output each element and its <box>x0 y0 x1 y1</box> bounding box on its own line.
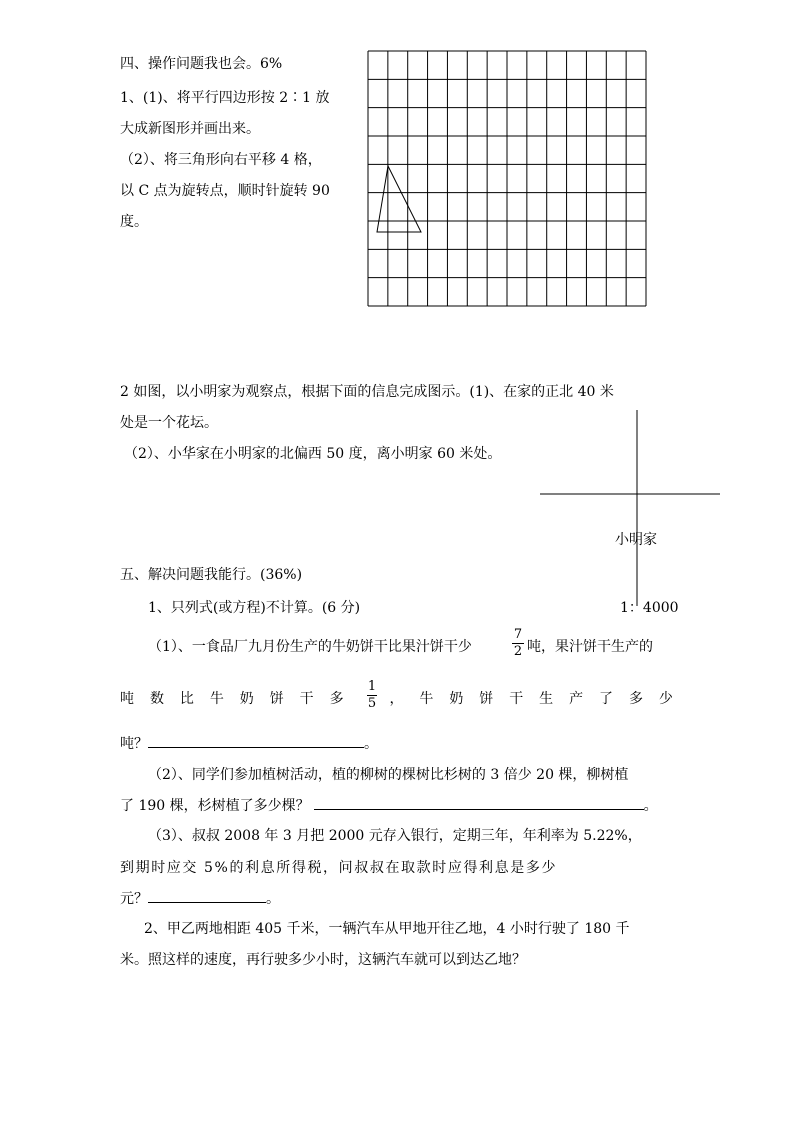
char: 数 <box>149 691 164 707</box>
problem1-line3-text: 吨？ <box>120 736 148 752</box>
problem1-line2 <box>120 688 673 708</box>
problem3-line3 <box>120 888 280 909</box>
problem1-fraction-7-2 <box>512 628 524 659</box>
fraction-denominator: 5 <box>367 696 377 711</box>
char: 少 <box>658 691 673 707</box>
q2-text-line1: 2 如图，以小明家为观察点，根据下面的信息完成图示。(1)、在家的正北 40 米 <box>120 384 614 400</box>
problem1-end: 。 <box>364 736 378 752</box>
char: 吨 <box>120 691 134 707</box>
answer-blank[interactable] <box>148 888 266 903</box>
char: 干 <box>299 691 314 707</box>
q1-text-line3: （2）、将三角形向右平移 4 格， <box>120 152 322 168</box>
answer-blank[interactable] <box>148 733 364 748</box>
q2-text-line3: （2）、小华家在小明家的北偏西 50 度，离小明家 60 米处。 <box>124 446 502 462</box>
problem3-line1: （3）、叔叔 2008 年 3 月把 2000 元存入银行，定期三年，年利率为 5.22%， <box>148 828 642 844</box>
problem1-text-b: 吨，果汁饼干生产的 <box>527 639 653 655</box>
q1-text-line4: 以 C 点为旋转点，顺时针旋转 90 <box>120 183 330 199</box>
char: 多 <box>628 691 643 707</box>
problem2-end: 。 <box>643 798 658 814</box>
char: 生 <box>539 691 554 707</box>
fraction-denominator: 2 <box>513 644 523 659</box>
problem2-line2-text: 了 190 棵，杉树植了多少棵？ <box>120 798 310 814</box>
char: 饼 <box>269 691 284 707</box>
q2-text-line2: 处是一个花坛。 <box>120 415 218 431</box>
q2-word-problem-line1: 2、甲乙两地相距 405 千米，一辆汽车从甲地开往乙地，4 小时行驶了 180 千 <box>144 921 630 937</box>
answer-blank[interactable] <box>314 795 644 810</box>
problem2-line1: （2）、同学们参加植树活动，植的柳树的棵树比杉树的 3 倍少 20 棵，柳树植 <box>148 767 629 783</box>
scale-label: 1：4000 <box>620 600 679 616</box>
char: 产 <box>569 691 584 707</box>
char: 奶 <box>449 691 464 707</box>
problem1-line3 <box>120 733 378 754</box>
problem3-line2: 到期时应交 5%的利息所得税，问叔叔在取款时应得利息是多少 <box>120 860 558 876</box>
char: 了 <box>599 691 613 707</box>
problem3-line3-text: 元？ <box>120 891 148 907</box>
char: 干 <box>509 691 524 707</box>
triangle-shape <box>377 166 421 232</box>
problem3-end: 。 <box>266 891 280 907</box>
fraction-numerator: 7 <box>513 627 523 642</box>
q1-title: 1、只列式(或方程)不计算。(6 分) <box>148 600 361 616</box>
section4-title: 四、操作问题我也会。6% <box>120 56 283 72</box>
problem1-fraction-1-5 <box>367 680 377 711</box>
char: 比 <box>179 691 194 707</box>
home-label: 小明家 <box>615 532 657 548</box>
char: ， <box>389 691 404 707</box>
q1-text-line5: 度。 <box>120 214 148 230</box>
problem1-text-a: （1）、一食品厂九月份生产的牛奶饼干比果汁饼干少 <box>148 639 472 655</box>
q1-text-line1: 1、(1)、将平行四边形按 2∶1 放 <box>120 90 330 106</box>
section5-title: 五、解决问题我能行。(36%) <box>120 567 303 583</box>
char: 奶 <box>239 691 254 707</box>
q1-text-line2: 大成新图形并画出来。 <box>120 121 260 137</box>
drawing-grid <box>368 51 647 307</box>
fraction-numerator: 1 <box>367 679 377 694</box>
q2-word-problem-line2: 米。照这样的速度，再行驶多少小时，这辆汽车就可以到达乙地？ <box>120 952 526 968</box>
problem2-line2 <box>120 795 658 816</box>
char: 饼 <box>479 691 494 707</box>
char: 牛 <box>209 691 224 707</box>
char: 多 <box>329 691 344 707</box>
char: 牛 <box>419 691 434 707</box>
direction-cross <box>540 410 722 610</box>
